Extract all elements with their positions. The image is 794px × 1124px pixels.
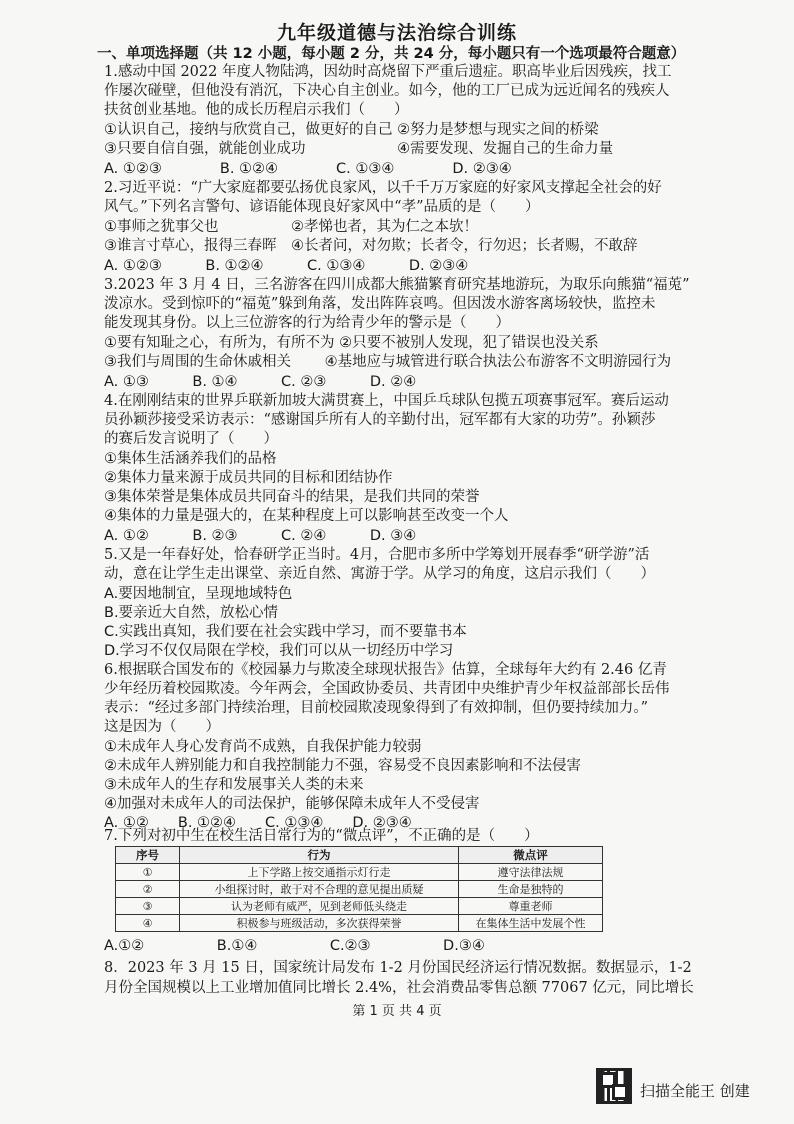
question-line: 员孙颖莎接受采访表示：“感谢国乒所有人的辛勤付出，冠军都有大家的功劳”。孙颖莎 [104,412,656,428]
options-line: A. ①②③ B. ①②④ C. ①③④ D. ②③④ [104,258,469,274]
table-cell: 上下学路上按交通指示灯行走 [180,864,459,881]
question-line: 3.2023 年 3 月 4 日，三名游客在四川成都大熊猫繁育研究基地游玩，为取乐向熊猫“福莵” [104,277,690,293]
question-line: 少年经历着校园欺凌。今年两会，全国政协委员、共青团中央维护青少年权益部部长岳伟 [104,681,670,697]
table-cell: 在集体生活中发展个性 [459,915,603,932]
question-line: 8．2023 年 3 月 15 日，国家统计局发布 1-2 月份国民经济运行情况数据。数据显示，1-2 [104,960,692,976]
options-line: A.①② B.①④ C.②③ D.③④ [104,938,485,954]
table-cell: 积极参与班级活动，多次获得荣誉 [180,915,459,932]
question-line: 能发现其身份。以上三位游客的行为给青少年的警示是（ ） [104,315,510,331]
question-line: 扶贫创业基地。他的成长历程启示我们（ ） [104,102,409,118]
question-line: 的赛后发言说明了（ ） [104,431,278,447]
question-line: 动，意在让学生走出课堂、亲近自然、寓游于学。从学习的角度，这启示我们（ ） [104,566,655,582]
table-row [116,881,603,898]
table-cell: 认为老师有威严，见到老师低头绕走 [180,898,459,915]
table-cell: ④ [116,915,180,932]
option-line: D.学习不仅仅局限在学校，我们可以从一切经历中学习 [104,643,454,659]
table-header: 行为 [180,847,459,864]
statement-line: ①未成年人身心发育尚不成熟，自我保护能力较弱 [104,739,422,755]
statement-line: ③未成年人的生存和发展事关人类的未来 [104,777,364,793]
table-cell: 生命是独特的 [459,881,603,898]
statement-line: ②集体力量来源于成员共同的目标和团结协作 [104,470,393,486]
statement-line: ③我们与周围的生命休戚相关 ④基地应与城管进行联合执法公布游客不文明游园行为 [104,354,672,370]
table-header: 序号 [116,847,180,864]
statement-line: ②未成年人辨别能力和自我控制能力不强，容易受不良因素影响和不法侵害 [104,758,581,774]
option-line: C.实践出真知，我们要在社会实践中学习，而不要靠书本 [104,624,467,640]
question-line: 2.习近平说：“广大家庭都要弘扬优良家风，以千千万万家庭的好家风支撑起全社会的好 [104,180,662,196]
table-row [116,915,603,932]
statement-line: ①认识自己，接纳与欣赏自己，做更好的自己 ②努力是梦想与现实之间的桥梁 [104,122,599,138]
question-line: 7.下列对初中生在校生活日常行为的“微点评”，不正确的是（ ） [104,828,539,844]
table-cell: 尊重老师 [459,898,603,915]
question-line: 1.感动中国 2022 年度人物陆鸿，因幼时高烧留下严重后遗症。职高毕业后因残疾，找工 [104,64,672,80]
table-cell: ① [116,864,180,881]
statement-line: ①要有知耻之心，有所为，有所不为 ②只要不被别人发现，犯了错误也没关系 [104,335,599,351]
question-line: 作屡次碰壁，但他没有消沉，下决心自主创业。如今，他的工厂已成为远近闻名的残疾人 [104,83,670,99]
page-footer: 第 1 页 共 4 页 [352,1004,442,1019]
statement-line: ①集体生活涵养我们的品格 [104,451,277,467]
question-line: 表示：“经过多部门持续治理，目前校园欺凌现象得到了有效抑制，但仍要持续加力。” [104,700,649,716]
options-line: A. ①② B. ②③ C. ②④ D. ③④ [104,528,417,544]
options-line: A. ①② B. ①②④ C. ①③④ D. ②③④ [104,815,412,831]
statement-line: ④加强对未成年人的司法保护，能够保障未成年人不受侵害 [104,796,480,812]
option-line: B.要亲近大自然，放松心情 [104,605,279,621]
scanner-watermark: 扫描全能王 创建 [640,1082,750,1100]
question-line: 6.根据联合国发布的《校园暴力与欺凌全球现状报告》估算，全球每年大约有 2.46 亿青 [104,662,667,678]
page-title: 九年级道德与法治综合训练 [276,22,517,44]
section-heading: 一、单项选择题（共 12 小题，每小题 2 分，共 24 分，每小题只有一个选项最符合题意） [97,46,686,62]
table-header-row [116,847,603,864]
statement-line: ④集体的力量是强大的，在某种程度上可以影响甚至改变一个人 [104,508,509,524]
table-cell: ② [116,881,180,898]
options-line: A. ①②③ B. ①②④ C. ①③④ D. ②③④ [104,161,512,177]
table-cell: ③ [116,898,180,915]
qr-code-icon [596,1068,632,1104]
question-line: 这是因为（ ） [104,719,220,735]
question-line: 5.又是一年春好处，恰春研学正当时。4月，合肥市多所中学筹划开展春季“研学游”活 [104,547,650,563]
table-cell: 小组探讨时，敢于对不合理的意见提出质疑 [180,881,459,898]
table-header: 微点评 [459,847,603,864]
statement-line: ③集体荣誉是集体成员共同奋斗的结果，是我们共同的荣誉 [104,489,480,505]
statement-line: ③只要自信自强，就能创业成功 ④需要发现、发掘自己的生命力量 [104,141,614,157]
question-line: 风气。”下列名言警句、谚语能体现良好家风中“孝”品质的是（ ） [104,199,540,215]
question-line: 泼凉水。受到惊吓的“福莵”躲到角落，发出阵阵哀鸣。但因泼水游客离场较快，监控未 [104,296,656,312]
statement-line: ③谁言寸草心，报得三春晖 ④长者问，对勿欺；长者令，行勿迟；长者赐，不敢辞 [104,238,638,254]
behavior-table [115,846,603,932]
statement-line: ①事师之犹事父也 ②孝悌也者，其为仁之本欤！ [104,219,478,235]
options-line: A. ①③ B. ①④ C. ②③ D. ②④ [104,374,417,390]
table-row [116,898,603,915]
table-row [116,864,603,881]
question-line: 4.在刚刚结束的世界乒联新加坡大满贯赛上，中国乒乓球队包揽五项赛事冠军。赛后运动 [104,393,669,409]
question-line: 月份全国规模以上工业增加值同比增长 2.4%，社会消费品零售总额 77067 亿元，同比增长 [104,980,694,996]
table-cell: 遵守法律法规 [459,864,603,881]
option-line: A.要因地制宜，呈现地域特色 [104,586,293,602]
